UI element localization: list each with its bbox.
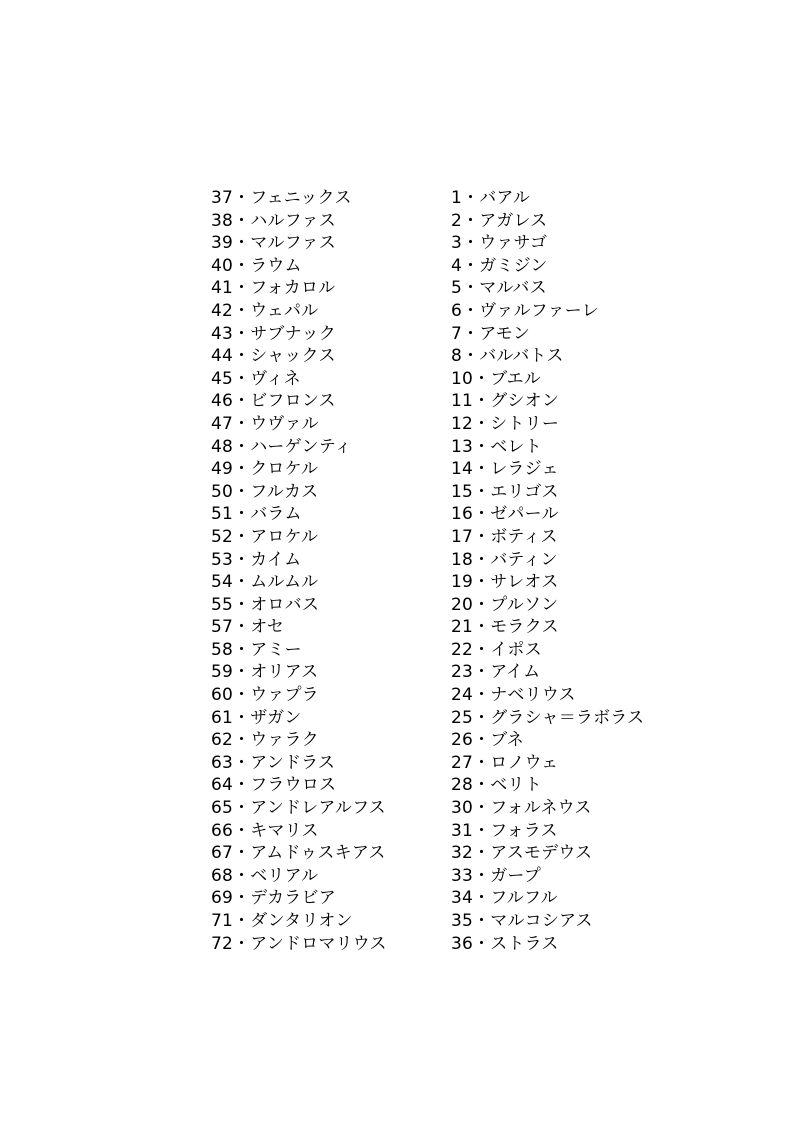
list-item: 72・アンドロマリウス bbox=[211, 933, 387, 954]
list-item: 26・ブネ bbox=[451, 730, 524, 751]
list-item: 48・ハーゲンティ bbox=[211, 436, 352, 457]
list-item: 16・ゼパール bbox=[451, 504, 559, 525]
list-item: 3・ウァサゴ bbox=[451, 233, 548, 254]
list-item: 63・アンドラス bbox=[211, 752, 336, 773]
list-item: 32・アスモデウス bbox=[451, 843, 593, 864]
list-item: 6・ヴァルファーレ bbox=[451, 300, 599, 321]
right-column-list bbox=[451, 187, 644, 955]
list-item: 59・オリアス bbox=[211, 662, 319, 683]
list-item: 30・フォルネウス bbox=[451, 798, 592, 819]
list-item: 33・ガープ bbox=[451, 865, 541, 886]
list-item: 7・アモン bbox=[451, 323, 531, 344]
list-item: 31・フォラス bbox=[451, 820, 558, 841]
list-item: 66・キマリス bbox=[211, 820, 319, 841]
list-item: 58・アミー bbox=[211, 639, 302, 660]
list-item: 60・ウァプラ bbox=[211, 685, 319, 706]
list-item: 49・クロケル bbox=[211, 459, 319, 480]
list-item: 35・マルコシアス bbox=[451, 911, 593, 931]
list-item: 38・ハルファス bbox=[211, 210, 336, 231]
list-item: 1・バアル bbox=[451, 188, 531, 208]
list-item: 37・フェニックス bbox=[211, 188, 352, 208]
list-item: 68・ベリアル bbox=[211, 865, 319, 886]
list-item: 12・シトリー bbox=[451, 413, 560, 434]
list-item: 71・ダンタリオン bbox=[211, 911, 353, 931]
list-item: 61・ザガン bbox=[211, 707, 302, 728]
list-item: 8・バルバトス bbox=[451, 346, 564, 367]
list-item: 10・ブエル bbox=[451, 368, 541, 389]
list-item: 57・オセ bbox=[211, 617, 285, 638]
list-item: 5・マルバス bbox=[451, 278, 547, 299]
list-item: 22・イポス bbox=[451, 639, 542, 660]
list-item: 51・バラム bbox=[211, 504, 302, 525]
list-item: 45・ヴィネ bbox=[211, 368, 301, 389]
list-item: 15・エリゴス bbox=[451, 481, 559, 502]
list-item: 62・ウァラク bbox=[211, 730, 319, 751]
list-item: 20・プルソン bbox=[451, 594, 559, 615]
list-item: 67・アムドゥスキアス bbox=[211, 843, 386, 864]
list-item: 2・アガレス bbox=[451, 210, 548, 231]
list-item: 53・カイム bbox=[211, 549, 302, 570]
list-item: 47・ウヴァル bbox=[211, 413, 319, 434]
list-item: 23・アイム bbox=[451, 662, 541, 683]
list-item: 55・オロバス bbox=[211, 594, 320, 615]
list-item: 44・シャックス bbox=[211, 346, 336, 367]
list-item: 13・ベレト bbox=[451, 436, 542, 457]
list-item: 40・ラウム bbox=[211, 255, 302, 276]
list-item: 34・フルフル bbox=[451, 888, 558, 909]
list-item: 42・ウェパル bbox=[211, 300, 319, 321]
list-item: 17・ボティス bbox=[451, 526, 558, 547]
list-item: 11・グシオン bbox=[451, 391, 560, 412]
left-column-list bbox=[211, 187, 387, 955]
list-item: 41・フォカロル bbox=[211, 278, 336, 299]
list-item: 19・サレオス bbox=[451, 572, 559, 593]
list-item: 27・ロノウェ bbox=[451, 752, 559, 773]
list-item: 65・アンドレアルフス bbox=[211, 798, 386, 819]
list-item: 21・モラクス bbox=[451, 617, 559, 638]
list-item: 46・ビフロンス bbox=[211, 391, 336, 412]
list-item: 64・フラウロス bbox=[211, 775, 337, 796]
list-item: 25・グラシャ＝ラボラス bbox=[451, 707, 645, 728]
list-item: 18・バティン bbox=[451, 549, 558, 570]
list-item: 52・アロケル bbox=[211, 526, 319, 547]
list-item: 54・ムルムル bbox=[211, 572, 319, 593]
list-item: 4・ガミジン bbox=[451, 255, 548, 276]
list-item: 24・ナベリウス bbox=[451, 685, 576, 706]
list-item: 28・ベリト bbox=[451, 775, 542, 796]
list-item: 43・サブナック bbox=[211, 323, 336, 344]
list-item: 36・ストラス bbox=[451, 933, 559, 954]
list-item: 14・レラジェ bbox=[451, 459, 559, 480]
list-item: 39・マルファス bbox=[211, 233, 336, 254]
list-item: 50・フルカス bbox=[211, 481, 319, 502]
list-item: 69・デカラビア bbox=[211, 888, 336, 909]
